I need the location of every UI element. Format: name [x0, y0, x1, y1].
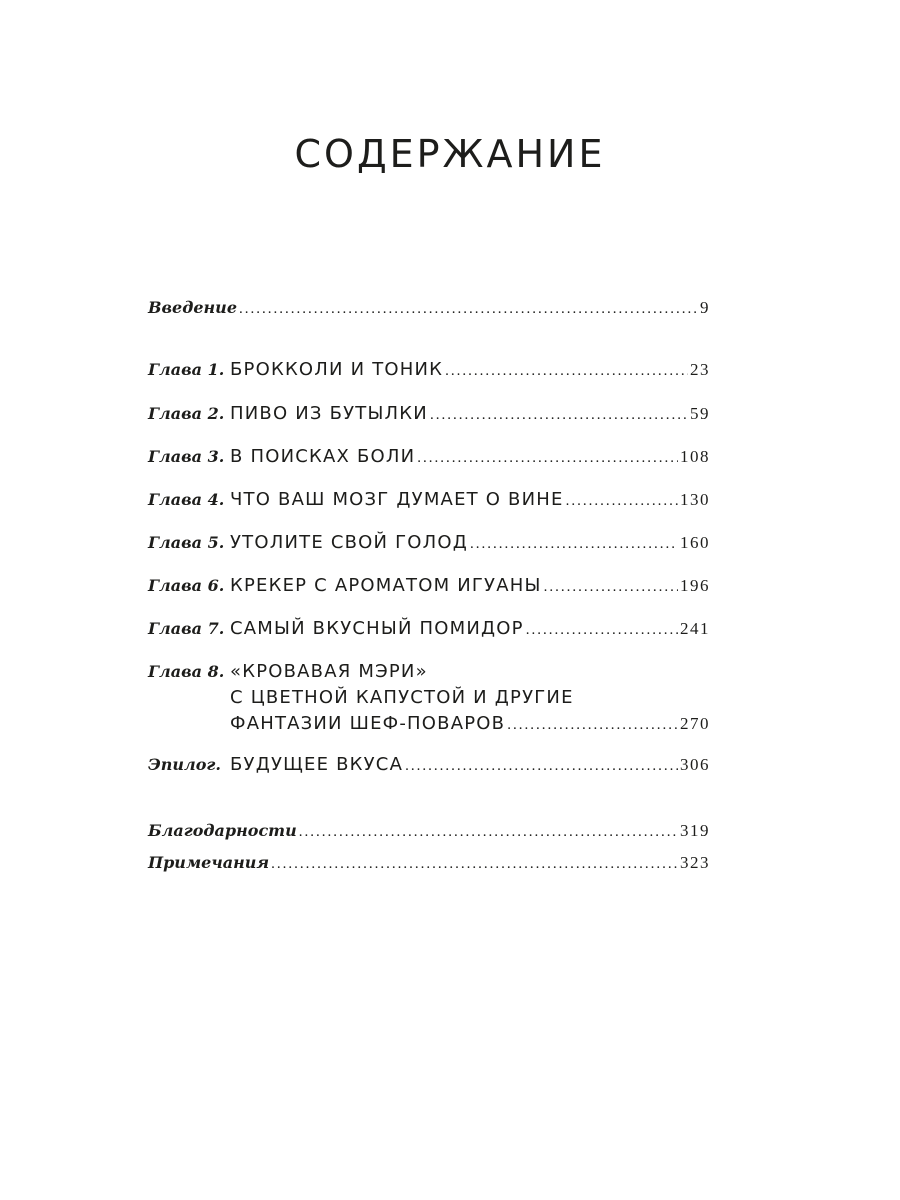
entry-label: Глава 1.	[148, 360, 225, 379]
entry-title: КРЕКЕР С АРОМАТОМ ИГУАНЫ	[230, 575, 542, 596]
dot-leader	[271, 849, 678, 879]
toc-entry-chapter-3[interactable]	[148, 442, 710, 472]
entry-title: ЧТО ВАШ МОЗГ ДУМАЕТ О ВИНЕ	[230, 489, 564, 510]
toc-entry-chapter-5[interactable]	[148, 528, 710, 558]
dot-leader	[430, 400, 688, 430]
page-number: 108	[680, 447, 710, 466]
toc-entry-chapter-7[interactable]	[148, 614, 710, 644]
page-number: 306	[680, 755, 710, 774]
dot-leader	[299, 817, 678, 847]
entry-label: Глава 6.	[148, 576, 225, 595]
entry-label: Глава 5.	[148, 533, 225, 552]
toc-entry-chapter-1[interactable]	[148, 355, 710, 385]
toc-entry-chapter-8[interactable]	[148, 659, 710, 737]
page-number: 323	[680, 853, 710, 872]
entry-title: БУДУЩЕЕ ВКУСА	[230, 754, 404, 775]
page-number: 319	[680, 821, 710, 840]
dot-leader	[566, 486, 678, 516]
entry-label: Эпилог.	[148, 755, 221, 774]
entry-title-line-3: ФАНТАЗИИ ШЕФ-ПОВАРОВ	[230, 713, 506, 734]
dot-leader	[239, 294, 698, 324]
entry-title: БРОККОЛИ И ТОНИК	[230, 359, 444, 380]
toc-entry-acknowledgements[interactable]	[148, 816, 710, 846]
dot-leader	[507, 712, 678, 738]
entry-label: Глава 3.	[148, 447, 225, 466]
dot-leader	[445, 356, 688, 386]
page-number: 23	[690, 360, 710, 379]
page-number: 241	[680, 619, 710, 638]
entry-title-line-1: «КРОВАВАЯ МЭРИ»	[230, 661, 428, 682]
page-number: 160	[680, 533, 710, 552]
toc-entry-chapter-2[interactable]	[148, 399, 710, 429]
dot-leader	[470, 529, 678, 559]
entry-label: Глава 7.	[148, 619, 225, 638]
dot-leader	[526, 615, 678, 645]
entry-label: Благодарности	[148, 821, 297, 840]
toc-entry-notes[interactable]	[148, 848, 710, 878]
page-number: 196	[680, 576, 710, 595]
dot-leader	[544, 572, 678, 602]
toc-entry-epilogue[interactable]	[148, 750, 710, 780]
page-title: СОДЕРЖАНИЕ	[294, 132, 606, 176]
entry-title: ПИВО ИЗ БУТЫЛКИ	[230, 403, 428, 424]
entry-title: УТОЛИТЕ СВОЙ ГОЛОД	[230, 532, 469, 553]
entry-label: Глава 2.	[148, 404, 225, 423]
entry-label: Глава 4.	[148, 490, 225, 509]
entry-title: В ПОИСКАХ БОЛИ	[230, 446, 416, 467]
dot-leader	[417, 443, 678, 473]
entry-label: Глава 8.	[148, 662, 225, 681]
page-number: 270	[680, 714, 710, 733]
page-number: 59	[690, 404, 710, 423]
toc-entry-chapter-4[interactable]	[148, 485, 710, 515]
toc-entry-introduction[interactable]	[148, 293, 710, 323]
entry-label: Введение	[148, 298, 237, 317]
page-number: 9	[700, 298, 710, 317]
toc-entry-chapter-6[interactable]	[148, 571, 710, 601]
page-number: 130	[680, 490, 710, 509]
entry-title-line-2: С ЦВЕТНОЙ КАПУСТОЙ И ДРУГИЕ	[230, 687, 574, 708]
entry-title: САМЫЙ ВКУСНЫЙ ПОМИДОР	[230, 618, 524, 639]
dot-leader	[405, 751, 678, 781]
entry-label: Примечания	[148, 853, 270, 872]
